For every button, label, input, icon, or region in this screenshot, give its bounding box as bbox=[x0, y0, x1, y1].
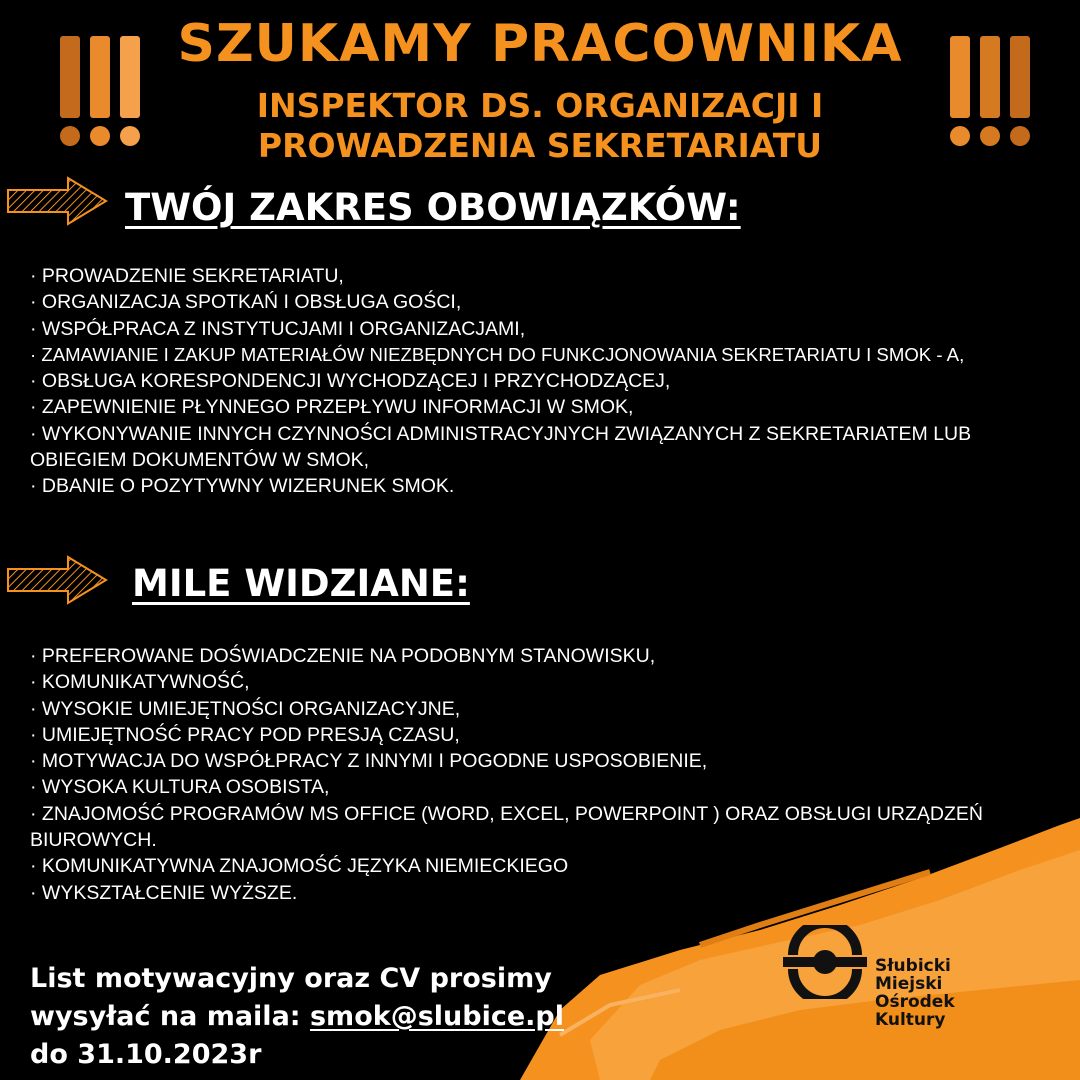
list-item: · WYSOKA KULTURA OSOBISTA, bbox=[30, 776, 330, 799]
list-item: · ORGANIZACJA SPOTKAŃ I OBSŁUGA GOŚCI, bbox=[30, 291, 462, 314]
list-item: · ZAPEWNIENIE PŁYNNEGO PRZEPŁYWU INFORMACJI W SMOK, bbox=[30, 396, 634, 419]
application-deadline: do 31.10.2023r bbox=[30, 1039, 262, 1070]
preferred-heading: MILE WIDZIANE: bbox=[132, 562, 470, 605]
preferred-list bbox=[30, 643, 1080, 906]
application-line2: wysyłać na maila: smok@slubice.pl bbox=[30, 1001, 564, 1032]
list-item: · ZNAJOMOŚĆ PROGRAMÓW MS OFFICE (WORD, EXCEL, POWERPOINT ) ORAZ OBSŁUGI URZĄDZEŃ BIUROWYCH. bbox=[30, 802, 984, 852]
list-item: · WYSOKIE UMIEJĘTNOŚCI ORGANIZACYJNE, bbox=[30, 697, 461, 720]
job-title bbox=[0, 86, 1080, 166]
list-item: · KOMUNIKATYWNA ZNAJOMOŚĆ JĘZYKA NIEMIECKIEGO bbox=[30, 855, 569, 878]
list-item: · WSPÓŁPRACA Z INSTYTUCJAMI I ORGANIZACJAMI, bbox=[30, 317, 526, 340]
list-item: · WYKONYWANIE INNYCH CZYNNOŚCI ADMINISTRACYJNYCH ZWIĄZANYCH Z SEKRETARIATEM LUB OBIEGIEM DOKUMENTÓW W SMOK, bbox=[30, 422, 972, 472]
application-info bbox=[30, 960, 590, 1074]
job-title-line2: PROWADZENIA SEKRETARIATU bbox=[257, 126, 823, 165]
duties-heading: TWÓJ ZAKRES OBOWIĄZKÓW: bbox=[125, 186, 741, 229]
list-item: · PREFEROWANE DOŚWIADCZENIE NA PODOBNYM STANOWISKU, bbox=[30, 645, 656, 667]
list-item: · OBSŁUGA KORESPONDENCJI WYCHODZĄCEJ I PRZYCHODZĄCEJ, bbox=[30, 370, 671, 393]
list-item: · MOTYWACJA DO WSPÓŁPRACY Z INNYMI I POGODNE USPOSOBIENIE, bbox=[30, 750, 708, 773]
logo-text: Słubicki Miejski Ośrodek Kultury bbox=[875, 956, 955, 1030]
page-title: SZUKAMY PRACOWNIKA bbox=[177, 14, 903, 74]
list-item: · KOMUNIKATYWNOŚĆ, bbox=[30, 671, 250, 694]
list-item: · PROWADZENIE SEKRETARIATU, bbox=[30, 265, 344, 287]
smok-logo-icon bbox=[783, 925, 867, 999]
email-link[interactable]: smok@slubice.pl bbox=[309, 1001, 564, 1032]
application-line1: List motywacyjny oraz CV prosimy bbox=[30, 963, 552, 994]
arrow-right-icon bbox=[6, 555, 110, 605]
job-title-line1: INSPEKTOR DS. ORGANIZACJI I bbox=[256, 86, 824, 125]
list-item: · WYKSZTAŁCENIE WYŻSZE. bbox=[30, 881, 298, 904]
duties-list bbox=[30, 263, 1080, 500]
arrow-right-icon bbox=[6, 176, 110, 226]
list-item: · DBANIE O POZYTYWNY WIZERUNEK SMOK. bbox=[30, 475, 455, 498]
list-item: · UMIEJĘTNOŚĆ PRACY POD PRESJĄ CZASU, bbox=[30, 723, 460, 746]
list-item: · ZAMAWIANIE I ZAKUP MATERIAŁÓW NIEZBĘDNYCH DO FUNKCJONOWANIA SEKRETARIATU I SMOK - A, bbox=[30, 343, 965, 365]
